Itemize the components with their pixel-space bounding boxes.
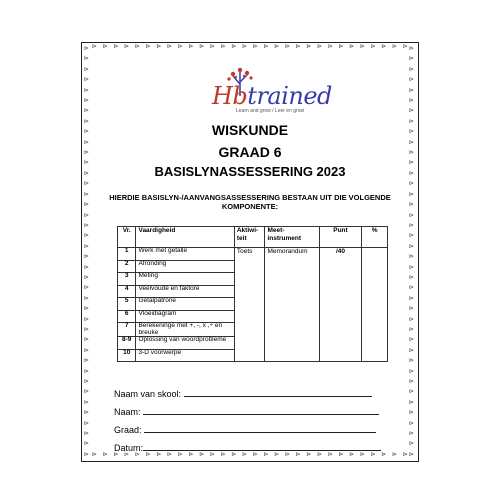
border-arrow-icon: ⊳ [177, 451, 183, 458]
border-arrow-icon: ⊳ [220, 451, 226, 458]
border-arrow-icon: ⊳ [84, 149, 90, 157]
border-arrow-icon: ⊳ [220, 43, 226, 50]
border-arrow-icon: ⊳ [84, 273, 90, 281]
border-arrow-icon: ⊳ [409, 305, 415, 313]
border-arrow-icon: ⊳ [84, 430, 90, 438]
border-arrow-icon: ⊳ [167, 43, 173, 50]
border-arrow-icon: ⊳ [317, 451, 323, 458]
border-arrow-icon: ⊳ [402, 451, 408, 458]
border-arrow-icon: ⊳ [409, 284, 415, 292]
border-arrow-icon: ⊳ [381, 43, 387, 50]
border-arrow-icon: ⊳ [263, 451, 269, 458]
border-arrow-icon: ⊳ [409, 357, 415, 365]
border-arrow-icon: ⊳ [409, 409, 415, 417]
border-arrow-icon: ⊳ [134, 451, 140, 458]
grade-line[interactable] [144, 424, 376, 433]
border-arrows-bottom [92, 452, 408, 460]
name-line[interactable] [143, 406, 379, 415]
row-skill: Vloeidiagram [136, 310, 234, 323]
border-arrow-icon: ⊳ [409, 169, 415, 177]
border-arrow-icon: ⊳ [84, 180, 90, 188]
row-percent [362, 248, 388, 362]
row-skill: Meting [136, 273, 234, 286]
row-number: 2 [118, 260, 136, 273]
assessment-title: BASISLYNASSESSERING 2023 [154, 164, 346, 179]
border-arrow-icon: ⊳ [409, 117, 415, 125]
border-arrows-top [92, 44, 408, 52]
border-arrow-icon: ⊳ [409, 201, 415, 209]
header-skill: Vaardigheid [136, 227, 234, 248]
grade-field[interactable] [114, 424, 376, 435]
name-field[interactable] [114, 406, 379, 417]
border-arrow-icon: ⊳ [124, 43, 130, 50]
border-arrow-icon: ⊳ [284, 451, 290, 458]
border-arrow-icon: ⊳ [306, 43, 312, 50]
border-arrows-right [409, 46, 419, 458]
border-arrow-icon: ⊳ [156, 43, 162, 50]
border-arrow-icon: ⊳ [409, 211, 415, 219]
border-arrow-icon: ⊳ [409, 55, 415, 63]
border-arrow-icon: ⊳ [84, 232, 90, 240]
border-arrow-icon: ⊳ [409, 263, 415, 271]
border-arrow-icon: ⊳ [84, 325, 90, 333]
border-arrow-icon: ⊳ [134, 43, 140, 50]
border-arrow-icon: ⊳ [84, 65, 90, 73]
header-instrument: Meet-instrument [265, 227, 319, 248]
row-number: 5 [118, 298, 136, 311]
border-arrow-icon: ⊳ [349, 451, 355, 458]
name-label: Naam: [114, 407, 141, 417]
border-arrow-icon: ⊳ [84, 242, 90, 250]
school-label: Naam van skool: [114, 389, 182, 399]
border-arrow-icon: ⊳ [381, 451, 387, 458]
logo-wordmark [212, 82, 332, 110]
border-arrow-icon: ⊳ [392, 43, 398, 50]
row-points: /40 [319, 248, 362, 362]
subject-title: WISKUNDE [211, 122, 289, 138]
date-line[interactable] [143, 442, 381, 451]
table-header-row [118, 227, 388, 248]
border-arrow-icon: ⊳ [409, 294, 415, 302]
border-arrow-icon: ⊳ [409, 315, 415, 323]
row-activity: Toets [234, 248, 265, 362]
border-arrow-icon: ⊳ [84, 159, 90, 167]
border-arrow-icon: ⊳ [177, 43, 183, 50]
border-arrow-icon: ⊳ [199, 451, 205, 458]
border-arrow-icon: ⊳ [84, 117, 90, 125]
border-arrow-icon: ⊳ [84, 440, 90, 448]
border-arrow-icon: ⊳ [409, 430, 415, 438]
grade-label: Graad: [114, 425, 142, 435]
border-arrow-icon: ⊳ [409, 242, 415, 250]
border-arrow-icon: ⊳ [84, 367, 90, 375]
border-arrow-icon: ⊳ [327, 43, 333, 50]
border-arrow-icon: ⊳ [327, 451, 333, 458]
border-arrow-icon: ⊳ [317, 43, 323, 50]
border-arrow-icon: ⊳ [188, 451, 194, 458]
school-field[interactable] [114, 388, 372, 399]
border-arrow-icon: ⊳ [409, 388, 415, 396]
row-skill: Afronding [136, 260, 234, 273]
border-arrow-icon: ⊳ [84, 336, 90, 344]
border-arrow-icon: ⊳ [84, 357, 90, 365]
border-arrow-icon: ⊳ [102, 43, 108, 50]
border-arrow-icon: ⊳ [84, 294, 90, 302]
border-arrow-icon: ⊳ [188, 43, 194, 50]
border-arrow-icon: ⊳ [84, 419, 90, 427]
border-arrow-icon: ⊳ [84, 211, 90, 219]
border-arrow-icon: ⊳ [84, 346, 90, 354]
border-arrow-icon: ⊳ [392, 451, 398, 458]
border-arrow-icon: ⊳ [409, 378, 415, 385]
border-arrow-icon: ⊳ [242, 451, 248, 458]
row-number: 6 [118, 310, 136, 323]
border-arrow-icon: ⊳ [409, 97, 415, 105]
border-arrow-icon: ⊳ [409, 232, 415, 240]
logo-prefix: Hb [212, 82, 248, 110]
border-arrow-icon: ⊳ [167, 451, 173, 458]
border-arrow-icon: ⊳ [84, 221, 90, 229]
intro-text: HIERDIE BASISLYN-/AANVANGSASSESSERING BESTAAN UIT DIE VOLGENDE KOMPONENTE: [109, 193, 391, 211]
border-arrow-icon: ⊳ [84, 409, 90, 417]
border-arrow-icon: ⊳ [84, 169, 90, 177]
header-points: Punt [319, 227, 362, 248]
header-percent: % [362, 227, 388, 248]
header-activity: Aktiwi-teit [234, 227, 265, 248]
components-table [117, 226, 388, 362]
header-nr: Vr. [118, 227, 136, 248]
row-skill: Veelvoude en faktore [136, 285, 234, 298]
border-arrow-icon: ⊳ [409, 128, 415, 136]
border-arrow-icon: ⊳ [84, 305, 90, 313]
border-arrow-icon: ⊳ [84, 398, 90, 406]
border-arrow-icon: ⊳ [84, 450, 90, 458]
row-skill: Berekeninge met +, -, x ,÷ en breuke [136, 323, 234, 337]
border-arrow-icon: ⊳ [409, 450, 415, 458]
border-arrow-icon: ⊳ [242, 43, 248, 50]
border-arrow-icon: ⊳ [84, 86, 90, 94]
border-arrow-icon: ⊳ [252, 451, 258, 458]
row-skill: Oplossing van woordprobleme [136, 337, 234, 350]
border-arrow-icon: ⊳ [84, 107, 90, 115]
border-arrow-icon: ⊳ [84, 128, 90, 136]
border-arrow-icon: ⊳ [409, 149, 415, 157]
row-number: 1 [118, 248, 136, 261]
border-arrow-icon: ⊳ [84, 253, 90, 261]
row-skill: Werk met getalle [136, 248, 234, 261]
border-arrow-icon: ⊳ [145, 451, 151, 458]
border-arrow-icon: ⊳ [209, 451, 215, 458]
border-arrow-icon: ⊳ [409, 273, 415, 281]
logo-tagline: Learn and grow / Leer en groei [236, 108, 305, 114]
school-line[interactable] [184, 388, 372, 397]
border-arrow-icon: ⊳ [84, 76, 90, 84]
border-arrow-icon: ⊳ [92, 43, 98, 50]
border-arrow-icon: ⊳ [113, 43, 119, 50]
border-arrow-icon: ⊳ [409, 336, 415, 344]
border-arrow-icon: ⊳ [409, 253, 415, 261]
row-number: 8-9 [118, 337, 136, 350]
border-arrow-icon: ⊳ [409, 190, 415, 198]
border-arrow-icon: ⊳ [84, 263, 90, 271]
border-arrow-icon: ⊳ [231, 43, 237, 50]
border-arrow-icon: ⊳ [274, 43, 280, 50]
row-skill: Getalpatrone [136, 298, 234, 311]
border-arrow-icon: ⊳ [84, 45, 90, 52]
border-arrow-icon: ⊳ [409, 419, 415, 427]
border-arrow-icon: ⊳ [409, 221, 415, 229]
border-arrow-icon: ⊳ [199, 43, 205, 50]
border-arrow-icon: ⊳ [370, 43, 376, 50]
row-number: 4 [118, 285, 136, 298]
border-arrow-icon: ⊳ [84, 284, 90, 292]
border-arrow-icon: ⊳ [349, 43, 355, 50]
border-arrow-icon: ⊳ [92, 451, 98, 458]
border-arrow-icon: ⊳ [409, 346, 415, 354]
border-arrows-left [84, 46, 94, 458]
row-skill: 3-D voorwerpe [136, 349, 234, 362]
border-arrow-icon: ⊳ [295, 451, 301, 458]
border-arrow-icon: ⊳ [409, 45, 415, 52]
row-number: 3 [118, 273, 136, 286]
border-arrow-icon: ⊳ [295, 43, 301, 50]
border-arrow-icon: ⊳ [84, 315, 90, 323]
border-arrow-icon: ⊳ [84, 138, 90, 146]
border-arrow-icon: ⊳ [102, 451, 108, 458]
border-arrow-icon: ⊳ [409, 367, 415, 375]
border-arrow-icon: ⊳ [84, 378, 90, 385]
border-arrow-icon: ⊳ [359, 43, 365, 50]
border-arrow-icon: ⊳ [370, 451, 376, 458]
border-arrow-icon: ⊳ [409, 180, 415, 188]
border-arrow-icon: ⊳ [402, 43, 408, 50]
logo-suffix: trained [247, 82, 332, 110]
table-row [118, 248, 388, 261]
row-instrument: Memorandum [265, 248, 319, 362]
border-arrow-icon: ⊳ [409, 138, 415, 146]
border-arrow-icon: ⊳ [284, 43, 290, 50]
border-arrow-icon: ⊳ [84, 97, 90, 105]
border-arrow-icon: ⊳ [306, 451, 312, 458]
border-arrow-icon: ⊳ [409, 398, 415, 406]
border-arrow-icon: ⊳ [274, 451, 280, 458]
date-field[interactable] [114, 442, 381, 453]
border-arrow-icon: ⊳ [231, 451, 237, 458]
border-arrow-icon: ⊳ [409, 76, 415, 84]
border-arrow-icon: ⊳ [84, 190, 90, 198]
border-arrow-icon: ⊳ [263, 43, 269, 50]
border-arrow-icon: ⊳ [409, 65, 415, 73]
border-arrow-icon: ⊳ [409, 159, 415, 167]
border-arrow-icon: ⊳ [124, 451, 130, 458]
border-arrow-icon: ⊳ [409, 440, 415, 448]
border-arrow-icon: ⊳ [145, 43, 151, 50]
border-arrow-icon: ⊳ [84, 388, 90, 396]
border-arrow-icon: ⊳ [156, 451, 162, 458]
border-arrow-icon: ⊳ [409, 325, 415, 333]
border-arrow-icon: ⊳ [113, 451, 119, 458]
border-arrow-icon: ⊳ [84, 201, 90, 209]
border-arrow-icon: ⊳ [338, 43, 344, 50]
border-arrow-icon: ⊳ [359, 451, 365, 458]
border-arrow-icon: ⊳ [409, 86, 415, 94]
border-arrow-icon: ⊳ [252, 43, 258, 50]
border-arrow-icon: ⊳ [84, 55, 90, 63]
date-label: Datum: [114, 443, 144, 453]
grade-title: GRAAD 6 [218, 144, 282, 160]
row-number: 10 [118, 349, 136, 362]
border-arrow-icon: ⊳ [209, 43, 215, 50]
border-arrow-icon: ⊳ [409, 107, 415, 115]
row-number: 7 [118, 323, 136, 337]
border-arrow-icon: ⊳ [338, 451, 344, 458]
